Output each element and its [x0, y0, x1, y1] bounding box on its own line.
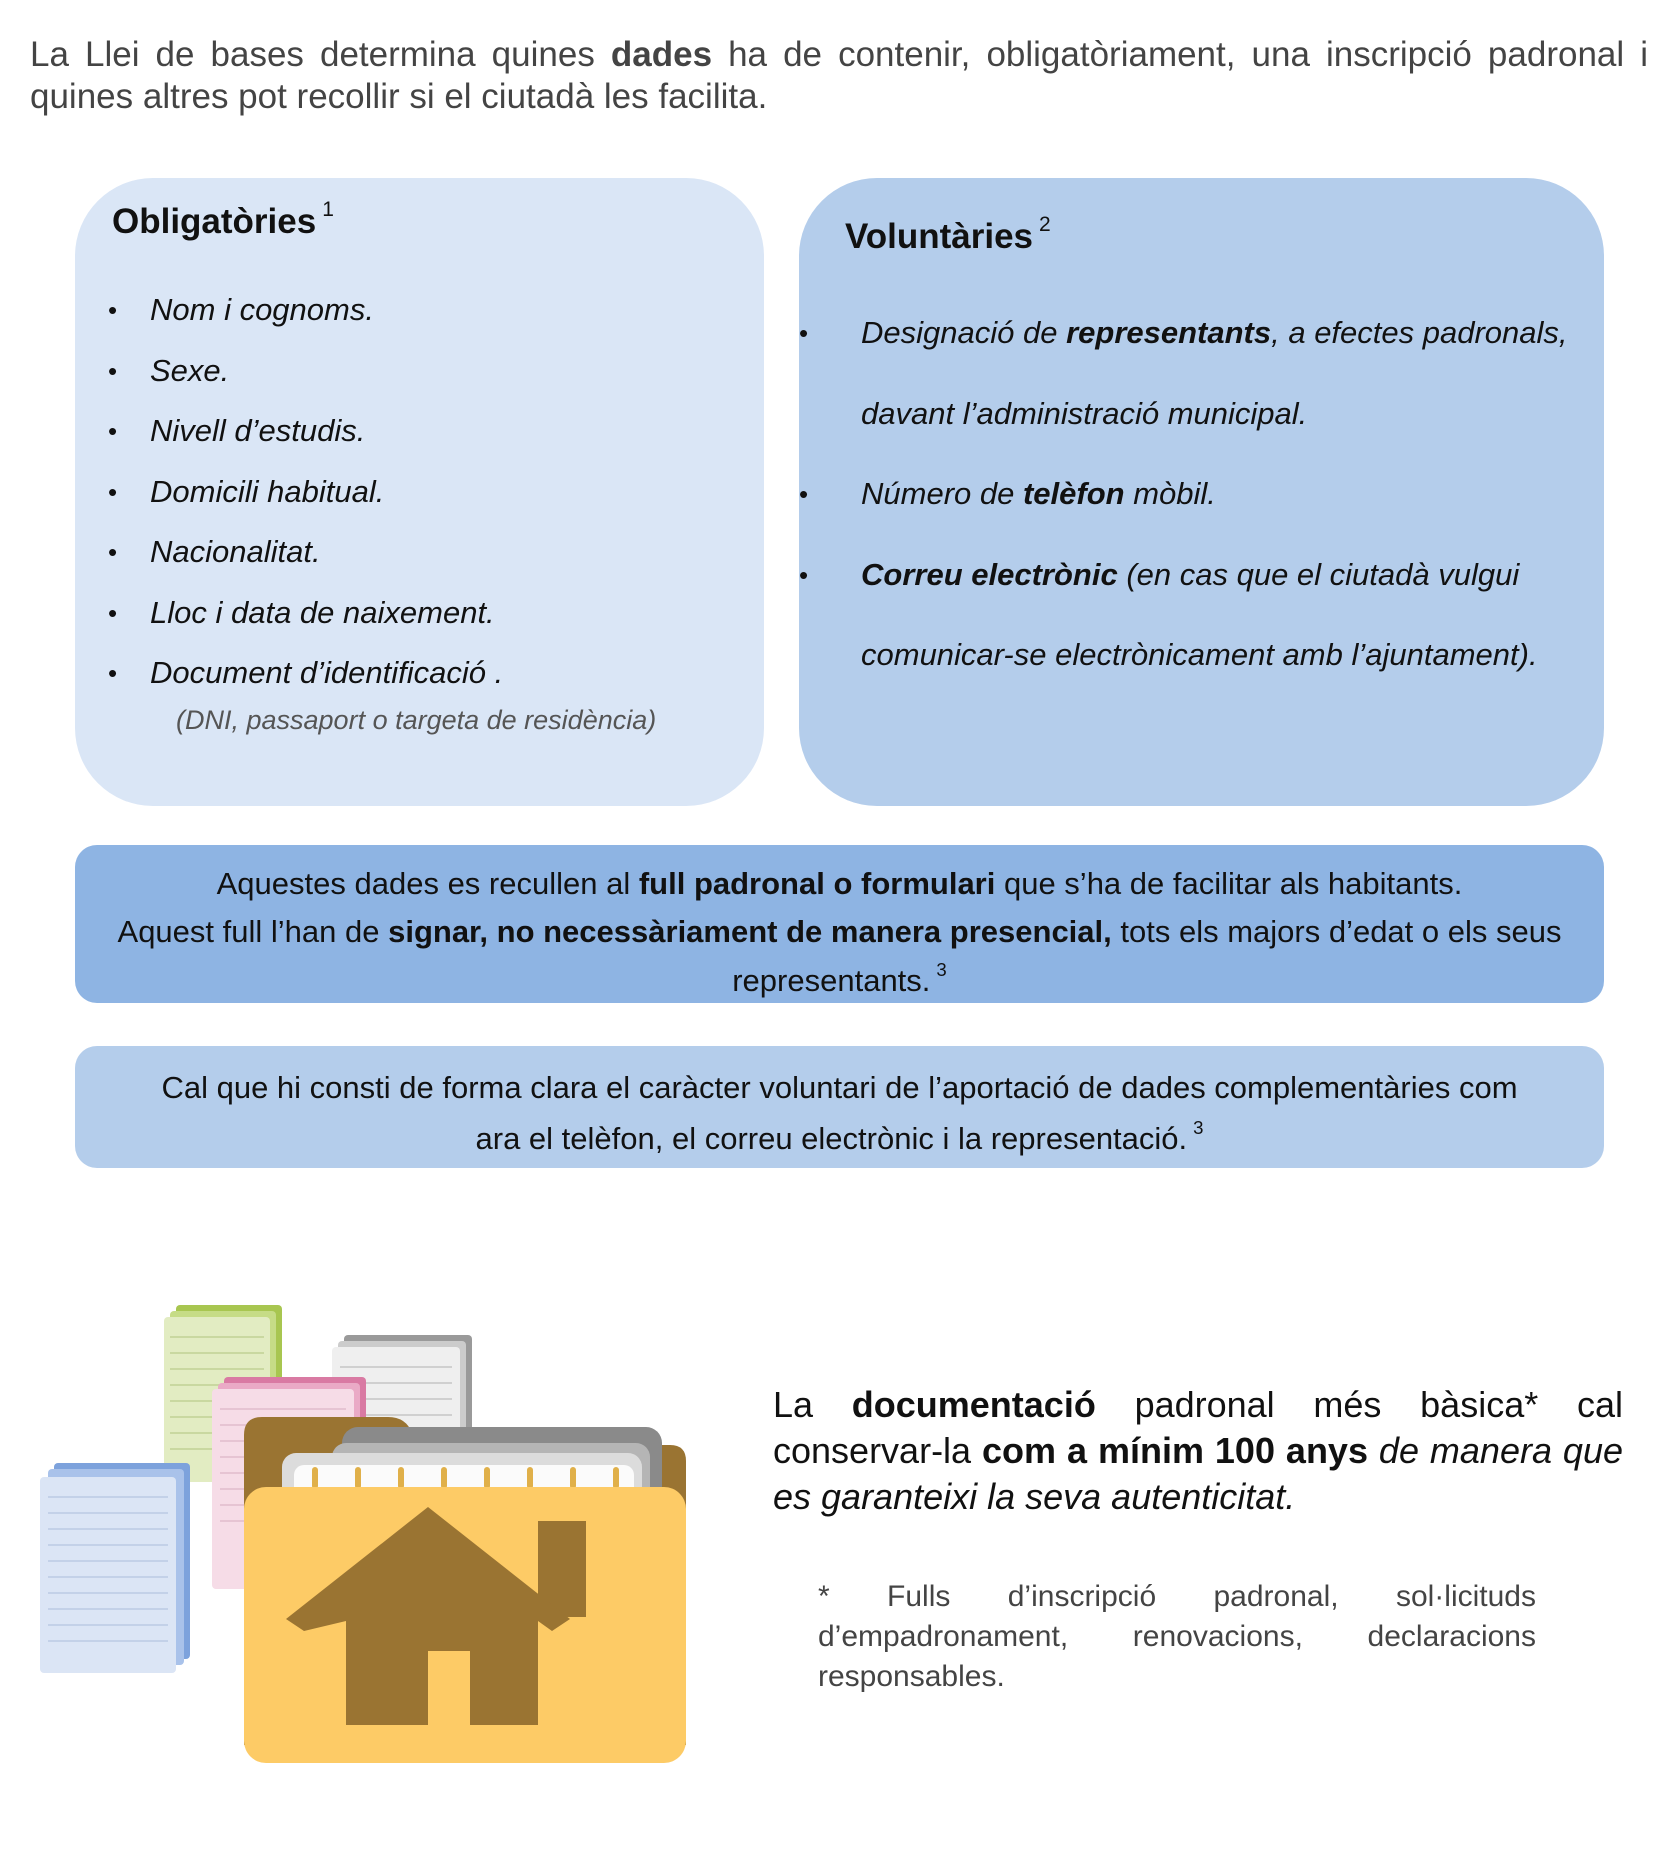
footnote-ref: 2	[1039, 213, 1051, 236]
footnote-ref: 1	[322, 198, 334, 221]
list-item-text: Número de	[861, 476, 1023, 511]
mandatory-title	[112, 198, 334, 242]
list-item	[108, 290, 750, 351]
bullet: •	[799, 559, 809, 590]
list-item	[108, 472, 750, 533]
form-info-banner	[75, 845, 1604, 1003]
list-item-bold: Correu electrònic	[861, 556, 1118, 592]
banner-bold: full padronal o formulari	[638, 866, 996, 901]
intro-text-pre: La Llei de bases determina quines	[30, 35, 611, 74]
banner-text: tots els majors d’edat o els seus representants.	[732, 914, 1562, 998]
list-item-text: Sexe.	[150, 352, 230, 388]
list-item-text: Document d’identificació .	[150, 655, 504, 690]
voluntary-notice-banner	[75, 1046, 1604, 1168]
list-item	[799, 293, 1581, 454]
banner-bold: signar, no necessàriament de manera presencial,	[388, 914, 1112, 949]
doc-text: La	[773, 1384, 852, 1425]
doc-italic: de manera que es garanteixi la seva autenticitat.	[773, 1430, 1623, 1517]
bullet: •	[108, 537, 118, 567]
doc-text: padronal més bàsica* cal conservar-la	[773, 1384, 1623, 1471]
list-item-text: , a efectes padronals, davant l’administració municipal.	[861, 315, 1568, 431]
folder-with-house-and-papers-icon	[30, 1305, 690, 1765]
voluntary-data-card	[799, 178, 1604, 806]
blue-papers	[40, 1463, 190, 1673]
list-item-text: Designació de	[861, 315, 1067, 350]
list-item	[799, 454, 1581, 535]
footnote-ref: 3	[936, 959, 947, 980]
footnote-ref: 3	[1193, 1117, 1204, 1138]
list-item	[108, 351, 750, 412]
banner-text: que s’ha de facilitar als habitants.	[995, 866, 1463, 901]
list-item-text: Nacionalitat.	[150, 534, 321, 569]
bullet: •	[108, 658, 118, 688]
documentation-footnote: * Fulls d’inscripció padronal, sol·licituds d’empadronament, renovacions, declaracions responsables.	[818, 1580, 1536, 1693]
list-item-bold: representants	[1066, 315, 1272, 350]
list-item	[108, 532, 750, 593]
banner-line	[115, 913, 1564, 1000]
list-item-text: Nom i cognoms.	[150, 292, 374, 327]
list-item	[799, 535, 1581, 696]
list-item	[108, 593, 750, 654]
bullet: •	[799, 318, 809, 348]
voluntary-title	[845, 213, 1051, 257]
doc-bold: documentació	[851, 1384, 1096, 1425]
banner-text: Aquestes dades es recullen al	[216, 866, 639, 901]
intro-text-bold: dades	[610, 35, 713, 74]
bullet: •	[108, 416, 118, 446]
bullet: •	[108, 476, 118, 507]
bullet: •	[108, 597, 118, 628]
list-item-bold: telèfon	[1022, 476, 1125, 511]
voluntary-title-text: Voluntàries	[845, 216, 1034, 256]
list-item-text: Nivell d’estudis.	[150, 413, 366, 448]
doc-bold: com a mínim 100 anys	[982, 1430, 1368, 1471]
intro-text-post: ha de contenir, obligatòriament, una inscripció padronal i quines altres pot recollir si el ciutadà les facilita.	[30, 35, 1648, 116]
mandatory-data-card	[75, 178, 764, 806]
documentation-paragraph	[773, 1382, 1623, 1520]
banner-line	[115, 865, 1564, 903]
list-item-text: mòbil.	[1124, 476, 1216, 511]
list-item	[108, 411, 750, 472]
id-document-note: (DNI, passaport o targeta de residència)	[176, 705, 657, 735]
list-item-text: Domicili habitual.	[150, 473, 385, 509]
list-item-text: Lloc i data de naixement.	[150, 594, 495, 630]
banner-text: Aquest full l’han de	[117, 914, 389, 949]
intro-paragraph	[30, 34, 1648, 118]
bullet: •	[799, 479, 809, 509]
mandatory-list	[108, 290, 750, 714]
mandatory-title-text: Obligatòries	[112, 201, 317, 241]
bullet: •	[108, 295, 118, 325]
bullet: •	[108, 355, 118, 386]
voluntary-list	[799, 293, 1581, 696]
banner-text: Cal que hi consti de forma clara el caràcter voluntari de l’aportació de dades complementàries com ara el telèfon, el correu electrònic i la representació.	[161, 1070, 1518, 1156]
list-item-text: (en cas que el ciutadà vulgui comunicar-se electrònicament amb l’ajuntament).	[861, 556, 1538, 672]
